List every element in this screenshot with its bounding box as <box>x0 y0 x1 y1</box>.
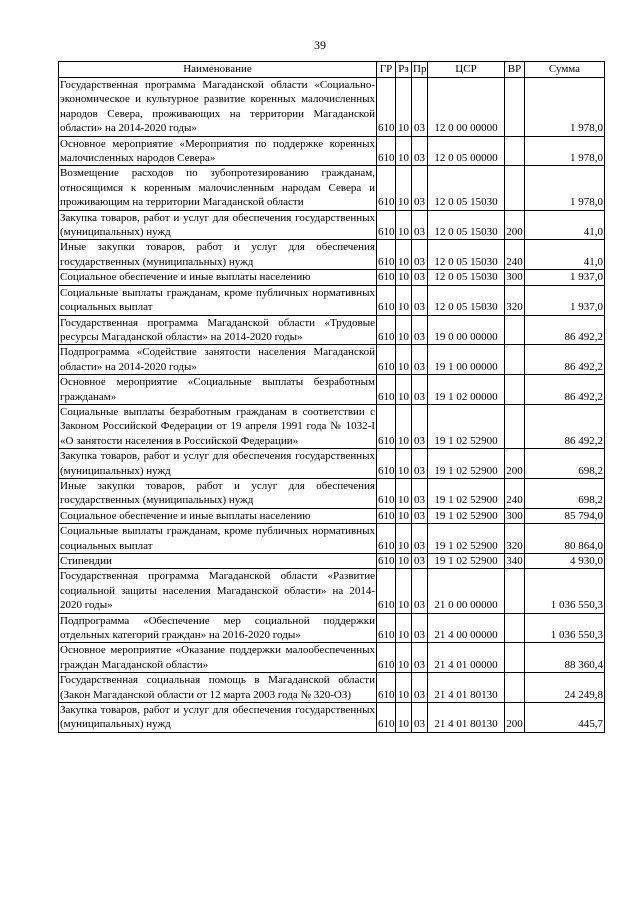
cell-gr: 610 <box>377 136 396 166</box>
cell-rz: 10 <box>396 524 412 554</box>
cell-gr: 610 <box>377 478 396 508</box>
cell-rz: 10 <box>396 613 412 643</box>
cell-pr: 03 <box>412 345 428 375</box>
header-csr: ЦСР <box>428 62 505 78</box>
table-row <box>59 315 605 345</box>
table-row <box>59 210 605 240</box>
cell-pr: 03 <box>412 404 428 448</box>
cell-vr <box>505 136 525 166</box>
cell-pr: 03 <box>412 643 428 673</box>
cell-sum: 1 036 550,3 <box>525 613 605 643</box>
table-row <box>59 449 605 479</box>
cell-gr: 610 <box>378 509 395 522</box>
cell-vr <box>505 315 525 345</box>
cell-gr: 610 <box>377 240 396 270</box>
cell-rz: 10 <box>396 449 412 479</box>
cell-gr: 610 <box>377 210 396 240</box>
cell-name: Государственная социальная помощь в Магаданской области (Закон Магаданской области от 12 марта 2003 года № 320-ОЗ) <box>60 674 375 701</box>
cell-csr: 19 1 02 52900 <box>428 404 505 448</box>
cell-rz: 10 <box>396 375 412 405</box>
cell-pr: 03 <box>412 78 428 137</box>
cell-csr: 12 0 00 00000 <box>428 78 505 137</box>
cell-csr: 19 1 02 00000 <box>428 375 505 405</box>
cell-pr: 03 <box>412 524 428 554</box>
header-row <box>59 62 605 78</box>
cell-pr: 03 <box>412 508 428 523</box>
cell-rz: 10 <box>396 240 412 270</box>
cell-csr: 19 1 02 52900 <box>428 524 505 554</box>
cell-name: Государственная программа Магаданской области «Трудовые ресурсы Магаданской области» на 2014-2020 годы» <box>60 316 375 343</box>
table-row <box>59 569 605 613</box>
cell-gr: 610 <box>377 404 396 448</box>
cell-gr: 610 <box>378 271 395 284</box>
cell-vr <box>505 569 525 613</box>
cell-sum: 86 492,2 <box>525 404 605 448</box>
table-row <box>59 478 605 508</box>
cell-vr <box>505 345 525 375</box>
cell-vr: 320 <box>505 524 525 554</box>
cell-rz: 10 <box>396 643 412 673</box>
cell-gr: 610 <box>377 375 396 405</box>
cell-sum: 698,2 <box>525 478 605 508</box>
table-row <box>59 404 605 448</box>
cell-name: Стипендии <box>59 554 377 569</box>
cell-sum: 1 937,0 <box>525 285 605 315</box>
cell-rz: 10 <box>396 270 412 285</box>
cell-sum: 1 978,0 <box>525 78 605 137</box>
cell-vr: 200 <box>505 703 525 733</box>
cell-rz: 10 <box>396 673 412 703</box>
cell-gr: 610 <box>377 673 396 703</box>
header-pr: Пр <box>412 62 428 78</box>
cell-name: Основное мероприятие «Оказание поддержки малообеспеченных граждан Магаданской области» <box>60 644 375 671</box>
cell-csr: 21 4 01 80130 <box>428 703 505 733</box>
table-row <box>59 136 605 166</box>
cell-vr <box>505 78 525 137</box>
cell-csr: 21 4 01 80130 <box>428 673 505 703</box>
cell-pr: 03 <box>412 315 428 345</box>
cell-name: Основное мероприятие «Социальные выплаты безработным гражданам» <box>60 376 375 403</box>
cell-vr: 300 <box>506 509 523 522</box>
cell-sum: 1 937,0 <box>525 270 605 285</box>
cell-pr: 03 <box>412 569 428 613</box>
cell-name: Социальное обеспечение и иные выплаты населению <box>59 270 377 285</box>
table-row <box>59 375 605 405</box>
cell-pr: 03 <box>412 703 428 733</box>
cell-pr: 03 <box>412 478 428 508</box>
cell-vr <box>505 375 525 405</box>
cell-pr: 03 <box>412 375 428 405</box>
cell-gr: 610 <box>377 569 396 613</box>
cell-rz: 10 <box>396 508 412 523</box>
cell-csr: 12 0 05 15030 <box>428 166 505 210</box>
header-gr: ГР <box>377 62 396 78</box>
cell-csr: 19 1 02 52900 <box>428 554 505 569</box>
cell-gr: 610 <box>377 166 396 210</box>
cell-pr: 03 <box>412 554 428 569</box>
cell-csr: 12 0 05 15030 <box>428 210 505 240</box>
cell-name: Закупка товаров, работ и услуг для обеспечения государственных (муниципальных) нужд <box>60 211 375 239</box>
cell-vr: 200 <box>505 449 525 479</box>
table-row <box>59 613 605 643</box>
cell-rz: 10 <box>396 210 412 240</box>
table-row <box>59 285 605 315</box>
cell-csr: 12 0 05 15030 <box>428 240 505 270</box>
cell-sum: 445,7 <box>525 703 605 733</box>
cell-pr: 03 <box>412 285 428 315</box>
table-row <box>59 166 605 210</box>
cell-vr <box>505 613 525 643</box>
table-row <box>59 508 605 523</box>
cell-name: Основное мероприятие «Мероприятия по поддержке коренных малочисленных народов Севера» <box>60 137 375 165</box>
cell-sum: 4 930,0 <box>525 554 605 569</box>
cell-name: Социальные выплаты гражданам, кроме публичных нормативных социальных выплат <box>60 525 375 552</box>
cell-csr: 21 4 01 00000 <box>428 643 505 673</box>
cell-vr: 240 <box>505 240 525 270</box>
cell-name: Подпрограмма «Обеспечение мер социальной поддержки отдельных категорий граждан» на 2016-2020 годы» <box>60 614 375 642</box>
cell-name: Закупка товаров, работ и услуг для обеспечения государственных (муниципальных) нужд <box>60 450 375 477</box>
cell-rz: 10 <box>396 136 412 166</box>
cell-pr: 03 <box>412 270 428 285</box>
cell-pr: 03 <box>412 210 428 240</box>
cell-name: Иные закупки товаров, работ и услуг для обеспечения государственных (муниципальных) нужд <box>60 479 375 507</box>
budget-table <box>58 61 605 733</box>
cell-sum: 88 360,4 <box>525 643 605 673</box>
cell-vr: 200 <box>505 210 525 240</box>
cell-sum: 41,0 <box>525 240 605 270</box>
cell-vr: 340 <box>506 555 523 567</box>
cell-vr <box>505 643 525 673</box>
cell-sum: 86 492,2 <box>525 375 605 405</box>
cell-rz: 10 <box>396 285 412 315</box>
cell-rz: 10 <box>396 478 412 508</box>
cell-sum: 86 492,2 <box>525 315 605 345</box>
cell-gr: 610 <box>378 555 395 567</box>
cell-name: Социальное обеспечение и иные выплаты населению <box>59 508 377 523</box>
cell-rz: 10 <box>396 166 412 210</box>
cell-rz: 10 <box>396 703 412 733</box>
cell-gr: 610 <box>377 613 396 643</box>
cell-sum: 698,2 <box>525 449 605 479</box>
cell-pr: 03 <box>412 240 428 270</box>
cell-vr <box>505 404 525 448</box>
cell-vr: 320 <box>505 285 525 315</box>
cell-csr: 21 0 00 00000 <box>428 569 505 613</box>
cell-vr <box>505 166 525 210</box>
cell-sum: 24 249,8 <box>525 673 605 703</box>
table-row <box>59 643 605 673</box>
cell-csr: 12 0 05 15030 <box>428 270 505 285</box>
cell-rz: 10 <box>396 404 412 448</box>
cell-csr: 12 0 05 15030 <box>428 285 505 315</box>
cell-vr <box>505 673 525 703</box>
table-row <box>59 78 605 137</box>
page-number: 39 <box>314 38 326 52</box>
cell-csr: 19 1 00 00000 <box>428 345 505 375</box>
cell-rz: 10 <box>396 569 412 613</box>
cell-csr: 19 0 00 00000 <box>428 315 505 345</box>
cell-sum: 86 492,2 <box>525 345 605 375</box>
header-sum: Сумма <box>525 62 605 78</box>
cell-rz: 10 <box>396 345 412 375</box>
cell-name: Возмещение расходов по зубопротезированию гражданам, относящимся к коренным малочисленным народам Севера и проживающим на территории Магаданской области <box>60 167 375 209</box>
cell-name: Закупка товаров, работ и услуг для обеспечения государственных (муниципальных) нужд <box>60 704 375 731</box>
cell-name: Иные закупки товаров, работ и услуг для обеспечения государственных (муниципальных) нужд <box>60 241 375 268</box>
cell-gr: 610 <box>377 315 396 345</box>
cell-name: Подпрограмма «Содействие занятости населения Магаданской области» на 2014-2020 годы» <box>60 346 375 373</box>
cell-csr: 19 1 02 52900 <box>428 508 505 523</box>
table-row <box>59 345 605 375</box>
cell-sum: 1 978,0 <box>525 136 605 166</box>
table-row <box>59 270 605 285</box>
cell-rz: 10 <box>396 554 412 569</box>
table-row <box>59 703 605 733</box>
cell-csr: 21 4 00 00000 <box>428 613 505 643</box>
header-vr: ВР <box>505 62 525 78</box>
cell-name: Социальные выплаты гражданам, кроме публичных нормативных социальных выплат <box>60 286 375 314</box>
cell-csr: 19 1 02 52900 <box>428 478 505 508</box>
cell-pr: 03 <box>412 449 428 479</box>
cell-sum: 80 864,0 <box>525 524 605 554</box>
cell-sum: 1 036 550,3 <box>525 569 605 613</box>
header-rz: Рз <box>396 62 412 78</box>
cell-vr: 300 <box>506 271 523 284</box>
cell-pr: 03 <box>412 613 428 643</box>
cell-gr: 610 <box>377 345 396 375</box>
cell-sum: 85 794,0 <box>525 508 605 523</box>
cell-sum: 41,0 <box>525 210 605 240</box>
cell-pr: 03 <box>412 166 428 210</box>
cell-sum: 1 978,0 <box>525 166 605 210</box>
cell-rz: 10 <box>396 78 412 137</box>
cell-gr: 610 <box>377 78 396 137</box>
cell-gr: 610 <box>377 449 396 479</box>
table-row <box>59 240 605 270</box>
cell-csr: 19 1 02 52900 <box>428 449 505 479</box>
cell-csr: 12 0 05 00000 <box>428 136 505 166</box>
table-body <box>59 78 605 733</box>
table-row <box>59 524 605 554</box>
cell-vr: 240 <box>505 478 525 508</box>
cell-gr: 610 <box>377 285 396 315</box>
cell-pr: 03 <box>412 673 428 703</box>
cell-gr: 610 <box>377 643 396 673</box>
table-row <box>59 554 605 569</box>
cell-gr: 610 <box>377 524 396 554</box>
cell-name: Государственная программа Магаданской области «Социально-экономическое и культурное развитие коренных малочисленных народов Севера, проживающих на территории Магаданской области» на 2014-2020 годы» <box>60 79 375 135</box>
header-name: Наименование <box>59 62 377 78</box>
cell-name: Социальные выплаты безработным гражданам в соответствии с Законом Российской Федерации от 19 апреля 1991 года № 1032-I «О занятости населения в Российской Федерации» <box>60 405 375 447</box>
cell-gr: 610 <box>377 703 396 733</box>
table-row <box>59 673 605 703</box>
cell-pr: 03 <box>412 136 428 166</box>
cell-rz: 10 <box>396 315 412 345</box>
cell-name: Государственная программа Магаданской области «Развитие социальной защиты населения Магаданской области» на 2014-2020 годы» <box>60 570 375 612</box>
